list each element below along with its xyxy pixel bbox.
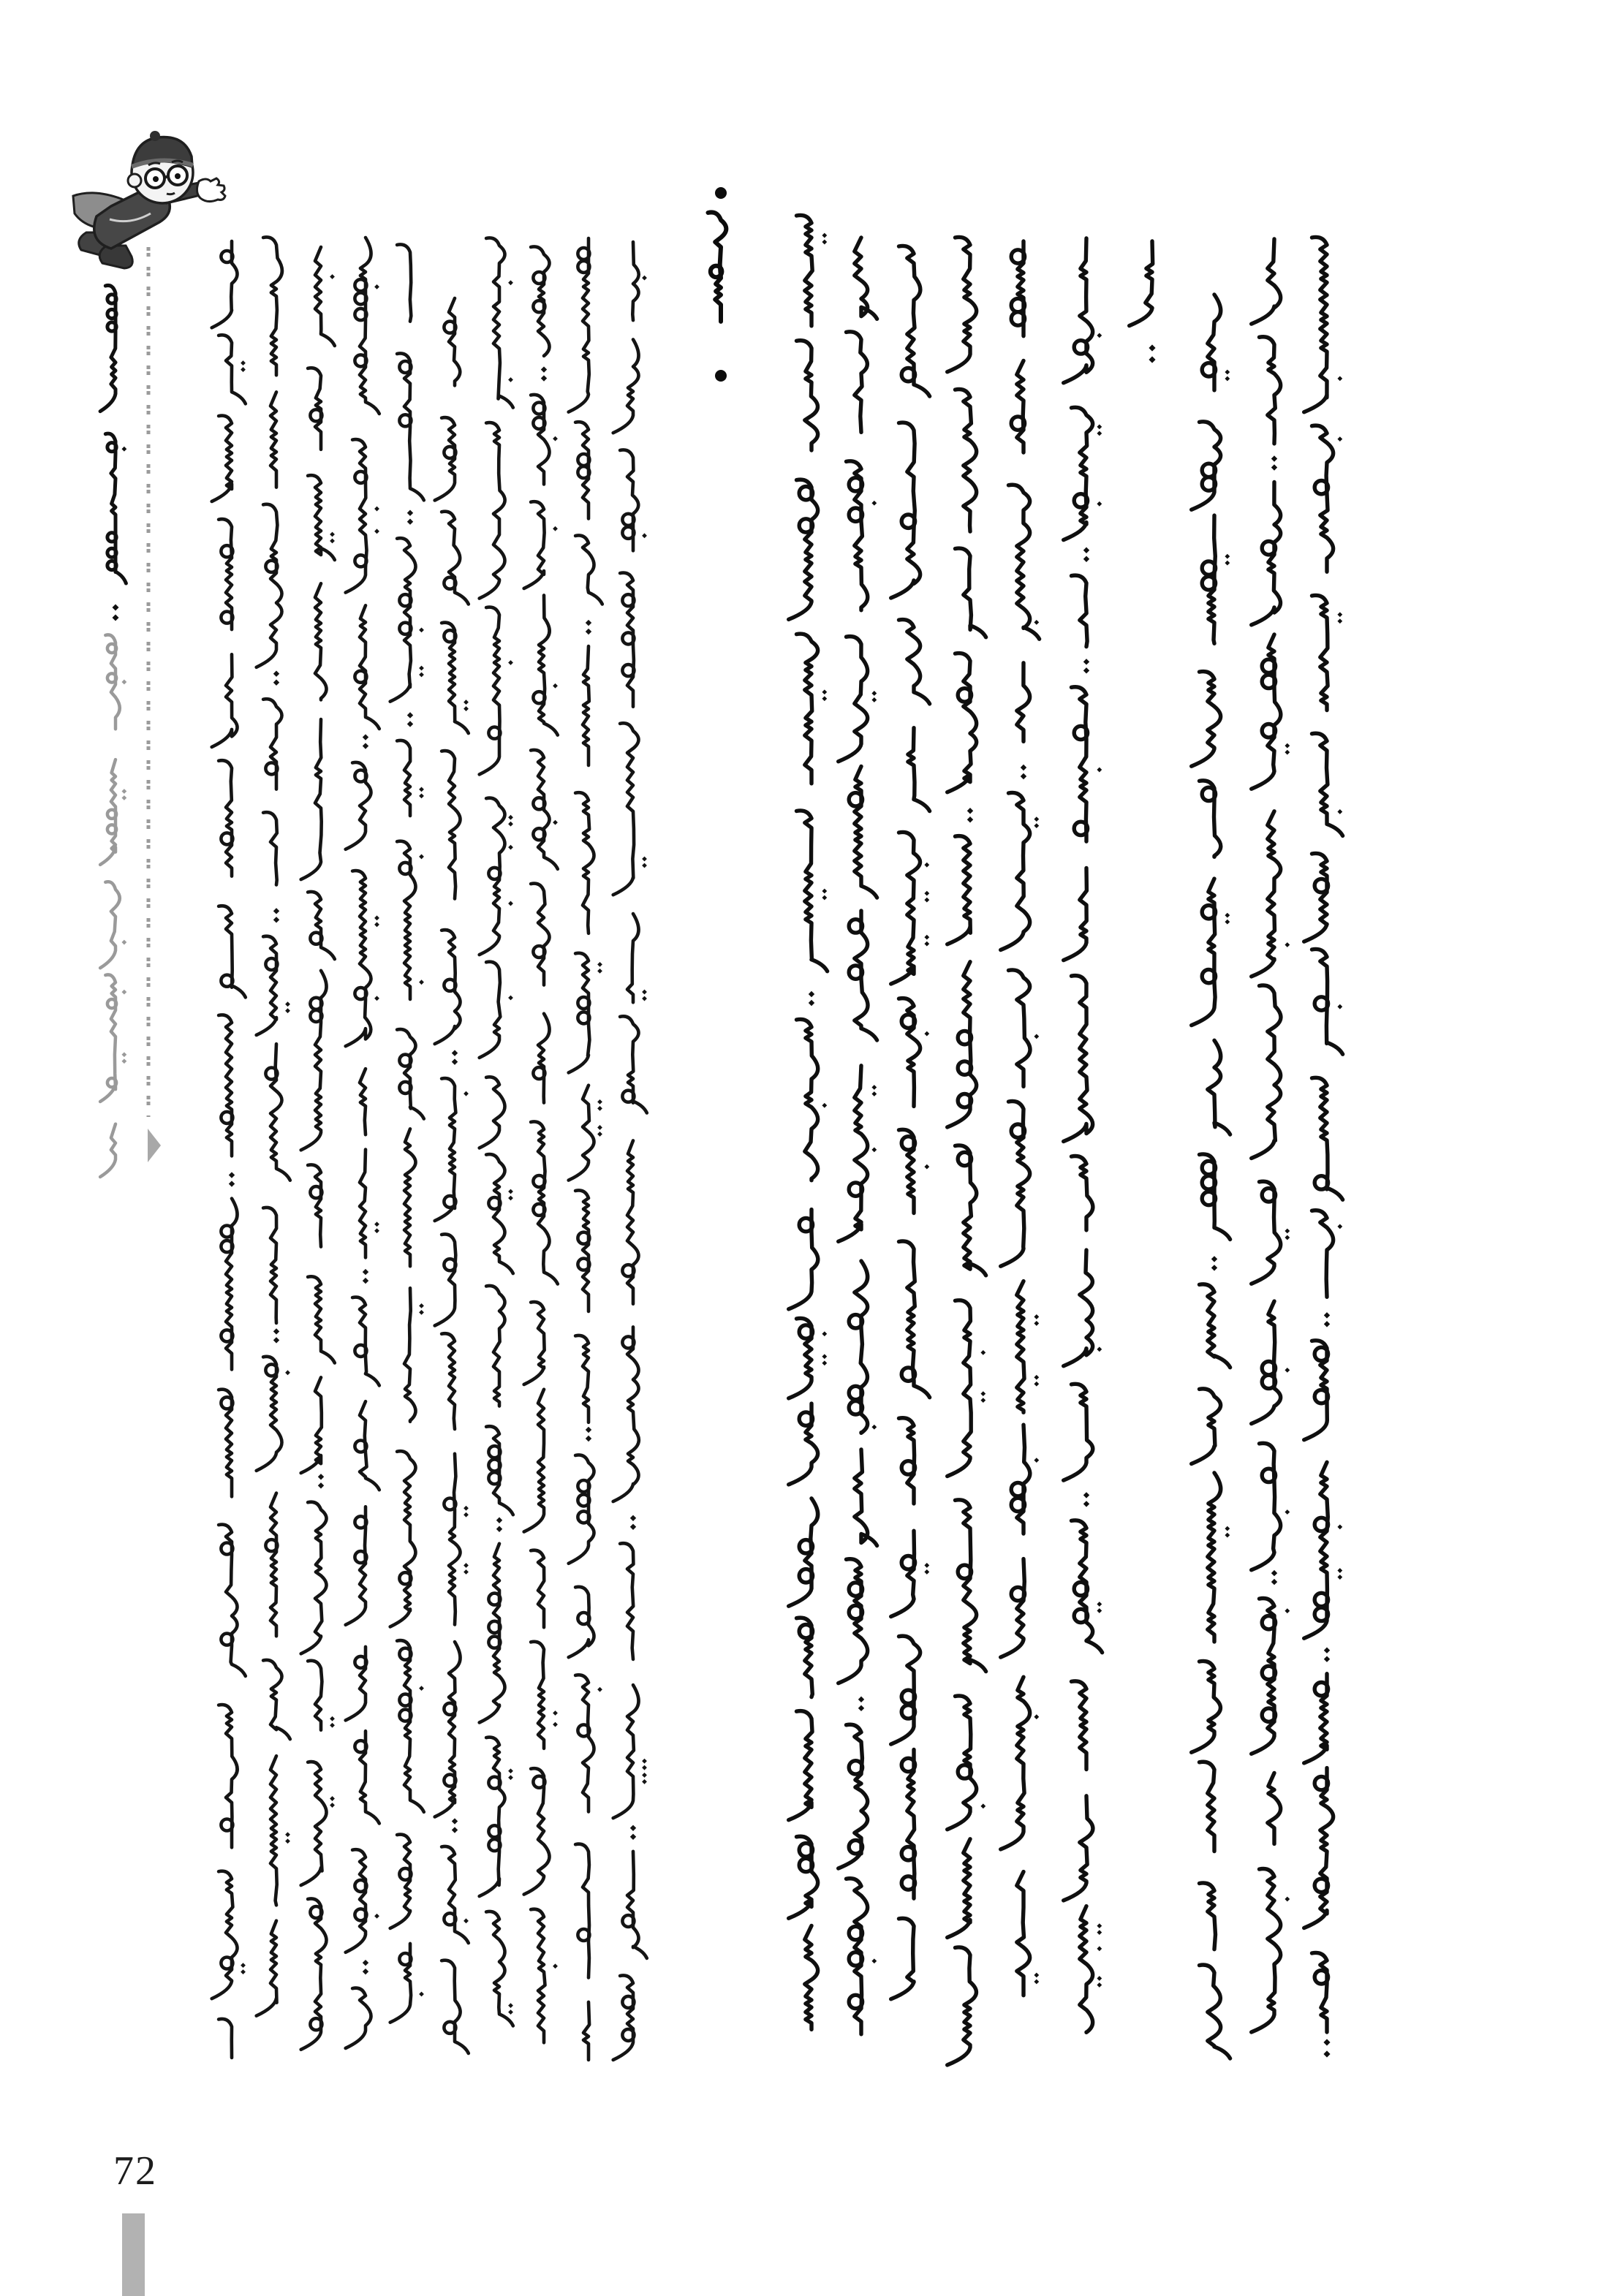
edge-tab-rect (122, 2213, 145, 2296)
page-edge-tab (122, 2213, 145, 2296)
script-column (1192, 295, 1230, 2058)
script-column (524, 246, 558, 2042)
dashed-guide-line (148, 247, 161, 1162)
script-column (1130, 241, 1156, 363)
mascot-eye (175, 173, 181, 179)
mascot-boot (99, 246, 132, 268)
bullet-icon (715, 187, 727, 199)
mascot-ear (128, 174, 141, 187)
text-block-right (789, 215, 1343, 2065)
script-column (891, 246, 930, 1998)
script-column (100, 634, 126, 1177)
script-column (212, 241, 246, 2058)
script-column (947, 237, 986, 2065)
script-column (390, 244, 424, 2022)
script-column (708, 212, 727, 321)
mascot-eye (153, 176, 159, 182)
section-heading-marker (708, 187, 727, 382)
script-column (1001, 241, 1040, 1996)
mascot-cap-button (150, 131, 160, 141)
script-column (1304, 237, 1343, 2057)
script-column (480, 238, 513, 2026)
script-column (100, 285, 126, 583)
script-column (1064, 238, 1102, 2032)
text-block-left (212, 237, 647, 2060)
mascot-hand (197, 178, 225, 202)
script-column (789, 215, 828, 2029)
page-number: 72 (113, 2148, 157, 2194)
script-column (257, 237, 290, 2015)
script-column (435, 298, 469, 2053)
script-column (346, 238, 379, 2048)
script-column (1252, 239, 1290, 2032)
script-column (613, 242, 647, 2060)
bullet-icon (715, 370, 727, 382)
lesson-side-header (100, 285, 126, 1177)
script-column (301, 247, 335, 2050)
script-column (569, 238, 602, 2060)
script-column (839, 238, 877, 2034)
mascot-glasses-bridge (164, 176, 169, 178)
mascot-mouth (167, 193, 175, 194)
arrow-right-icon (148, 1129, 161, 1162)
